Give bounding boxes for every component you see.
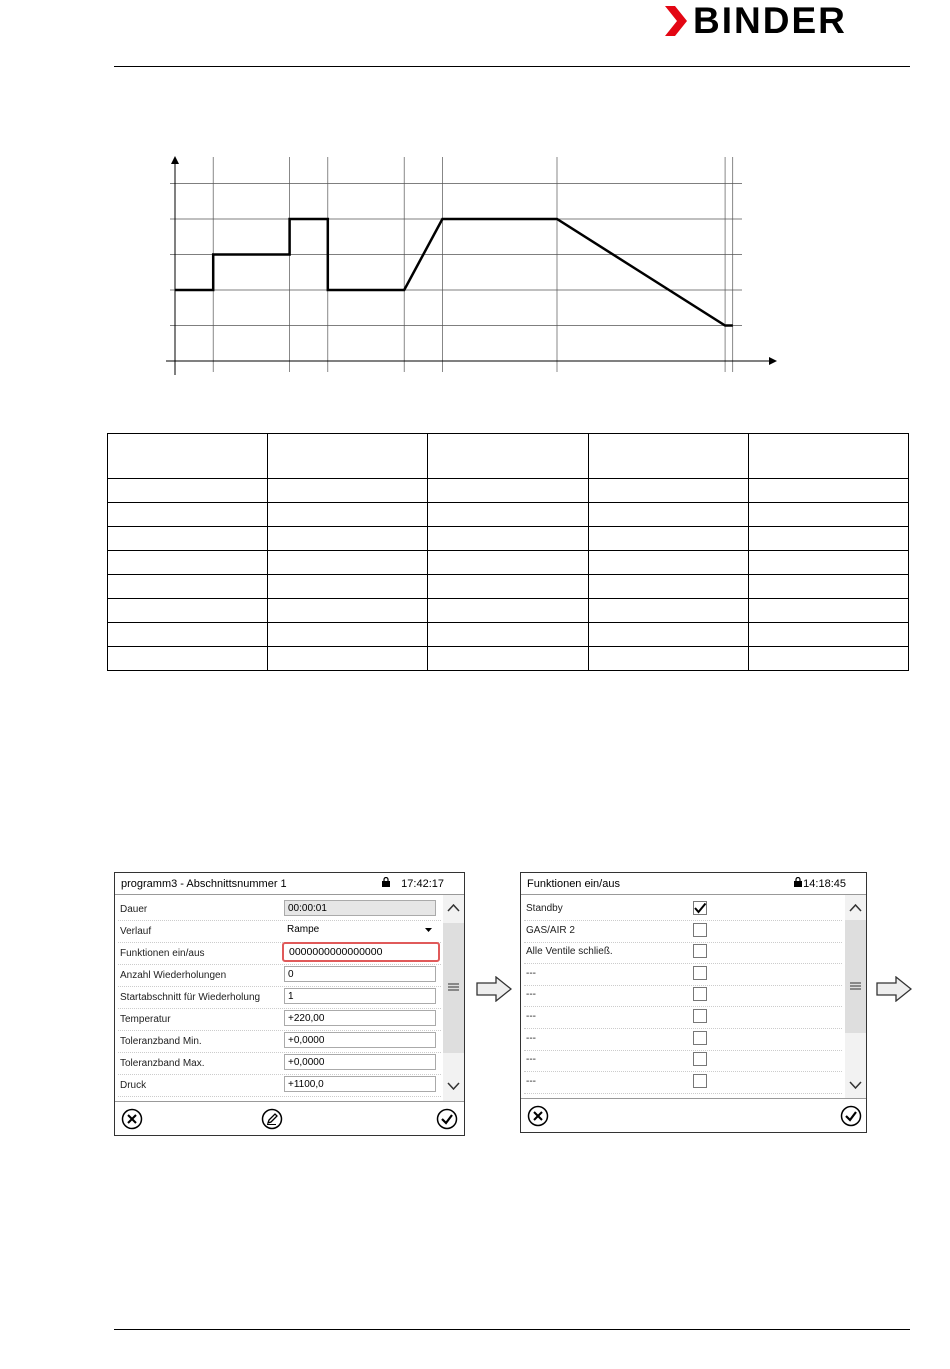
duration-input[interactable]: 00:00:01 (284, 900, 436, 916)
screen1-scrollbar[interactable] (443, 895, 464, 1101)
pressure-input[interactable]: +1100,0 (284, 1076, 436, 1092)
table-cell (428, 647, 588, 671)
header-rule (114, 66, 910, 67)
binder-logo (665, 0, 910, 41)
table-cell (588, 434, 748, 479)
function-label: --- (526, 1011, 536, 1022)
repetitions-input[interactable]: 0 (284, 966, 436, 982)
table-cell (428, 623, 588, 647)
function-row (524, 963, 842, 986)
scroll-up-icon[interactable] (447, 904, 460, 912)
table-cell (108, 623, 268, 647)
table-cell (108, 551, 268, 575)
next-step-arrow-icon (876, 976, 912, 1002)
brand-name: BINDER (693, 0, 847, 41)
table-cell (108, 575, 268, 599)
table-cell (108, 479, 268, 503)
scroll-thumb[interactable] (845, 920, 866, 1033)
table-cell (268, 479, 428, 503)
table-row (108, 575, 909, 599)
table-cell (108, 647, 268, 671)
function-row (524, 1049, 842, 1072)
temperature-input[interactable]: +220,00 (284, 1010, 436, 1026)
table-cell (428, 527, 588, 551)
function-row (524, 1006, 842, 1029)
function-label: --- (526, 1075, 536, 1087)
function-row (524, 941, 842, 964)
function-checkbox[interactable] (693, 1052, 707, 1066)
table-cell (588, 575, 748, 599)
function-label: --- (526, 1054, 536, 1066)
screen1-footer (115, 1101, 464, 1135)
scroll-grip-icon (850, 982, 861, 990)
table-cell (588, 623, 748, 647)
table-cell (268, 434, 428, 479)
binder-logo-mark-icon (665, 6, 687, 36)
scroll-down-icon[interactable] (447, 1082, 460, 1090)
function-label: --- (526, 1032, 536, 1044)
field-label: Toleranzband Max. (120, 1058, 205, 1069)
table-row (108, 647, 909, 671)
checkmark-icon (693, 901, 707, 915)
lock-icon (793, 877, 803, 887)
table-cell (428, 575, 588, 599)
functions-onoff-input[interactable]: 0000000000000000 (282, 942, 440, 962)
field-label: Druck (120, 1080, 147, 1091)
table-cell (428, 479, 588, 503)
table-cell (108, 434, 268, 479)
function-label: --- (526, 967, 536, 979)
function-row (524, 920, 842, 943)
curve-type-value: Rampe (287, 924, 320, 935)
field-row-startabschnitt (118, 986, 441, 1009)
table-cell (748, 599, 908, 623)
function-checkbox[interactable] (693, 1074, 707, 1088)
profile-series-line (175, 219, 733, 326)
field-row-verlauf (118, 920, 441, 943)
confirm-icon[interactable] (840, 1105, 862, 1127)
scroll-thumb[interactable] (443, 923, 464, 1053)
field-label: Temperatur (120, 1014, 171, 1025)
field-row-toleranz-max (118, 1052, 441, 1075)
table-cell (428, 551, 588, 575)
tolerance-min-input[interactable]: +0,0000 (284, 1032, 436, 1048)
field-label: Startabschnitt für Wiederholung (120, 992, 261, 1003)
lock-icon (381, 877, 391, 887)
table-cell (748, 479, 908, 503)
function-checkbox[interactable] (693, 901, 707, 915)
function-checkbox[interactable] (693, 944, 707, 958)
segment-table (107, 433, 909, 671)
function-checkbox[interactable] (693, 987, 707, 1001)
field-row-temperatur (118, 1008, 441, 1031)
table-cell (268, 551, 428, 575)
field-row-wiederholungen (118, 964, 441, 987)
function-label: GAS/AIR 2 (526, 924, 575, 936)
table-cell (108, 503, 268, 527)
table-cell (588, 479, 748, 503)
table-cell (268, 503, 428, 527)
table-cell (108, 599, 268, 623)
table-row (108, 479, 909, 503)
table-cell (588, 647, 748, 671)
program-profile-chart (150, 150, 790, 380)
dropdown-caret-icon (425, 928, 432, 932)
tolerance-max-input[interactable]: +0,0000 (284, 1054, 436, 1070)
table-cell (748, 575, 908, 599)
field-label: Verlauf (120, 926, 152, 937)
screen2-title: Funktionen ein/aus (527, 878, 620, 890)
screen2-footer (521, 1098, 866, 1132)
cancel-icon[interactable] (121, 1108, 143, 1130)
table-cell (428, 503, 588, 527)
confirm-icon[interactable] (436, 1108, 458, 1130)
screen1-header (115, 873, 464, 895)
table-cell (748, 434, 908, 479)
function-row (524, 984, 842, 1007)
next-step-arrow-icon (476, 976, 512, 1002)
field-row-toleranz-min (118, 1030, 441, 1053)
function-label: Standby (526, 903, 563, 914)
field-label: Funktionen ein/aus (120, 948, 205, 959)
field-row-druck (118, 1074, 441, 1097)
function-checkbox[interactable] (693, 966, 707, 980)
function-checkbox[interactable] (693, 1009, 707, 1023)
table-cell (748, 551, 908, 575)
table-cell (588, 503, 748, 527)
function-row (524, 898, 842, 921)
screen2-scrollbar[interactable] (845, 895, 866, 1098)
field-label: Toleranzband Min. (120, 1036, 202, 1047)
function-row (524, 1028, 842, 1051)
table-cell (588, 527, 748, 551)
edit-icon[interactable] (261, 1108, 283, 1130)
table-cell (428, 434, 588, 479)
screen2-header (521, 873, 866, 895)
table-cell (268, 527, 428, 551)
table-cell (748, 623, 908, 647)
table-cell (268, 575, 428, 599)
function-label: --- (526, 989, 536, 1001)
table-cell (748, 647, 908, 671)
table-cell (268, 647, 428, 671)
table-cell (748, 527, 908, 551)
table-row (108, 503, 909, 527)
cancel-icon[interactable] (527, 1105, 549, 1127)
screen2-clock: 14:18:45 (803, 878, 846, 890)
function-checkbox[interactable] (693, 923, 707, 937)
table-row (108, 599, 909, 623)
table-row (108, 527, 909, 551)
footer-rule (114, 1329, 910, 1330)
table-cell (268, 599, 428, 623)
field-row-dauer (118, 898, 441, 921)
program-segment-screen (114, 872, 465, 1136)
table-cell (108, 527, 268, 551)
table-cell (588, 551, 748, 575)
scroll-down-icon[interactable] (849, 1081, 862, 1089)
field-label: Dauer (120, 904, 148, 915)
function-checkbox[interactable] (693, 1031, 707, 1045)
field-label: Anzahl Wiederholungen (120, 970, 227, 981)
function-label: Alle Ventile schließ. (526, 946, 613, 958)
table-row (108, 623, 909, 647)
screen1-title: programm3 - Abschnittsnummer 1 (121, 878, 287, 890)
table-cell (588, 599, 748, 623)
screen1-clock: 17:42:17 (401, 878, 444, 890)
function-row (524, 1071, 842, 1094)
table-cell (268, 623, 428, 647)
table-header-row (108, 434, 909, 479)
scroll-grip-icon (448, 983, 459, 991)
table-row (108, 551, 909, 575)
table-cell (748, 503, 908, 527)
start-segment-input[interactable]: 1 (284, 988, 436, 1004)
scroll-up-icon[interactable] (849, 904, 862, 912)
field-row-funktionen (118, 942, 441, 965)
curve-type-select[interactable] (284, 922, 436, 938)
functions-onoff-screen (520, 872, 867, 1133)
table-cell (428, 599, 588, 623)
